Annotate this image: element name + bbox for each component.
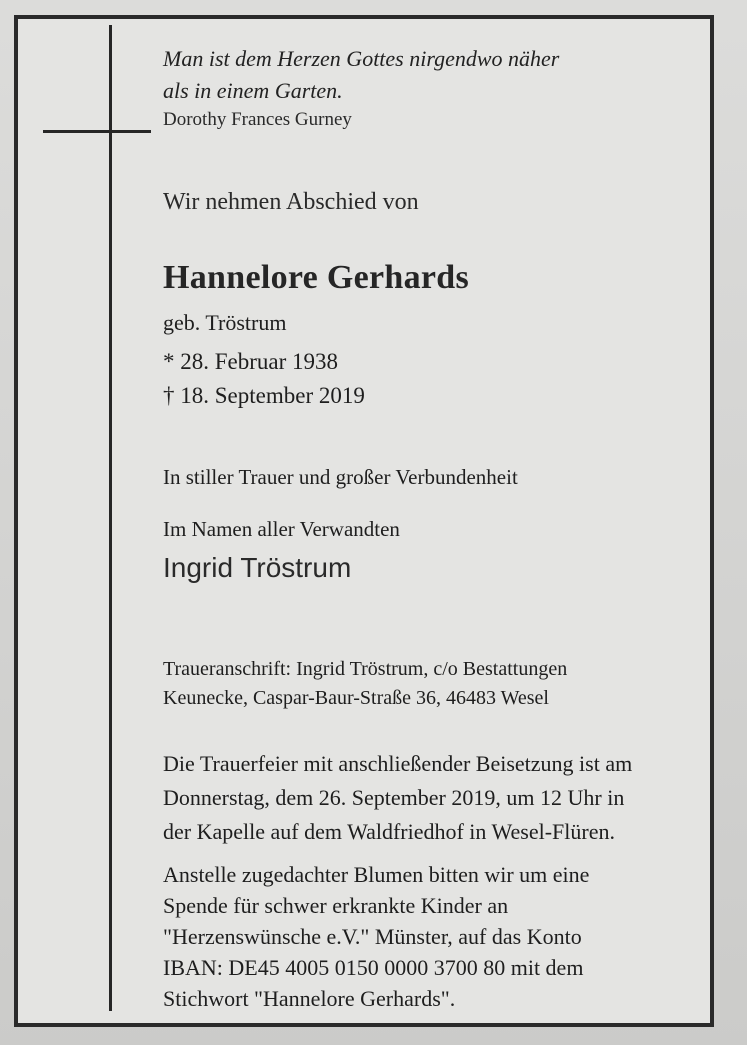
address-line: Traueranschrift: Ingrid Tröstrum, c/o Bestattungen [163, 658, 568, 680]
donation-line: Spende für schwer erkrankte Kinder an [163, 893, 509, 918]
donation-line: Stichwort "Hannelore Gerhards". [163, 986, 456, 1011]
birth-date: * 28. Februar 1938 [163, 349, 339, 374]
mourning-address [163, 655, 567, 713]
quote-line: als in einem Garten. [163, 78, 343, 103]
obituary-notice [14, 15, 714, 1027]
quote-line: Man ist dem Herzen Gottes nirgendwo näher [163, 46, 560, 71]
service-line: Donnerstag, dem 26. September 2019, um 12 Uhr in [163, 785, 625, 810]
service-line: der Kapelle auf dem Waldfriedhof in Wesel-Flüren. [163, 819, 615, 844]
donation-line: "Herzenswünsche e.V." Münster, auf das Konto [163, 924, 582, 949]
maiden-name: geb. Tröstrum [163, 310, 287, 335]
service-line: Die Trauerfeier mit anschließender Beisetzung ist am [163, 751, 633, 776]
donation-request [163, 859, 589, 1014]
death-date: † 18. September 2019 [163, 383, 365, 408]
signer-name: Ingrid Tröstrum [163, 552, 352, 583]
mourning-line: In stiller Trauer und großer Verbundenheit [163, 465, 518, 489]
cross-vertical-bar [109, 25, 112, 1011]
donation-line: IBAN: DE45 4005 0150 0000 3700 80 mit dem [163, 955, 584, 980]
on-behalf-line: Im Namen aller Verwandten [163, 517, 400, 541]
address-line: Keunecke, Caspar-Baur-Straße 36, 46483 Wesel [163, 687, 549, 709]
quote [163, 43, 559, 107]
donation-line: Anstelle zugedachter Blumen bitten wir um eine [163, 862, 590, 887]
quote-author: Dorothy Frances Gurney [163, 109, 352, 130]
funeral-service-info [163, 747, 709, 849]
cross-horizontal-bar [43, 130, 151, 133]
farewell-intro: Wir nehmen Abschied von [163, 189, 419, 215]
deceased-name: Hannelore Gerhards [163, 259, 470, 296]
